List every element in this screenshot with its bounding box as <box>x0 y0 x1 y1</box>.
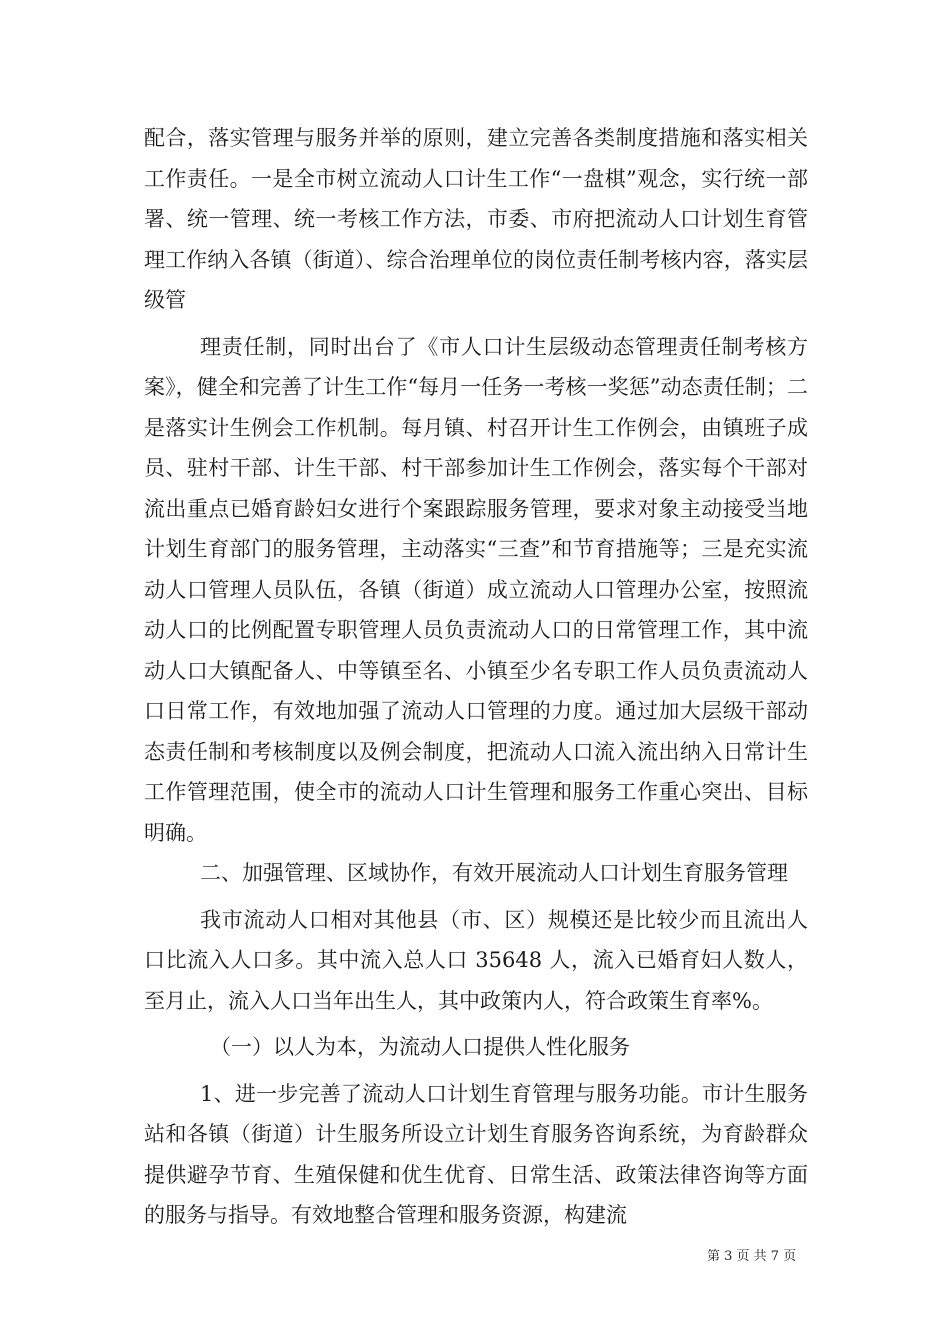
paragraph-responsibility-system: 理责任制，同时出台了《市人口计生层级动态管理责任制考核方案》，健全和完善了计生工作“每月一任务一考核一奖惩”动态责任制；二是落实计生例会工作机制。每月镇、村召开计生工作例会，由镇班子成员、驻村干部、计生干部、村干部参加计生工作例会，落实每个干部对流出重点已婚育龄妇女进行个案跟踪服务管理，要求对象主动接受当地计划生育部门的服务管理，主动落实“三查”和节育措施等；三是充实流动人口管理人员队伍，各镇（街道）成立流动人口管理办公室，按照流动人口的比例配置专职管理人员负责流动人口的日常管理工作，其中流动人口大镇配备人、中等镇至名、小镇至少名专职工作人员负责流动人口日常工作，有效地加强了流动人口管理的力度。通过加大层级干部动态责任制和考核制度以及例会制度，把流动人口流入流出纳入日常计生工作管理范围，使全市的流动人口计生管理和服务工作重心突出、目标明确。 <box>144 334 808 845</box>
paragraph-continuation: 配合，落实管理与服务并举的原则，建立完善各类制度措施和落实相关工作责任。一是全市树立流动人口计生工作“一盘棋”观念，实行统一部署、统一管理、统一考核工作方法，市委、市府把流动人口计划生育管理工作纳入各镇（街道）、综合治理单位的岗位责任制考核内容，落实层级管 <box>144 126 808 312</box>
section-heading-two: 二、加强管理、区域协作，有效开展流动人口计划生育服务管理 <box>200 861 788 885</box>
document-body <box>144 118 808 1236</box>
paragraph-population-stats: 我市流动人口相对其他县（市、区）规模还是比较少而且流出人口比流入人口多。其中流入总人口 35648 人，流入已婚育妇人数人，至月止，流入人口当年出生人，其中政策内人，符合政策生育率%。 <box>144 907 808 1013</box>
paragraph-service-function: 1、进一步完善了流动人口计划生育管理与服务功能。市计生服务站和各镇（街道）计生服务所设立计划生育服务咨询系统，为育龄群众提供避孕节育、生殖保健和优生优育、日常生活、政策法律咨询等方面的服务与指导。有效地整合管理和服务资源，构建流 <box>144 1081 808 1227</box>
subsection-heading-one: （一）以人为本，为流动人口提供人性化服务 <box>210 1035 630 1059</box>
page-number-footer: 第 3 页 共 7 页 <box>707 1249 797 1264</box>
